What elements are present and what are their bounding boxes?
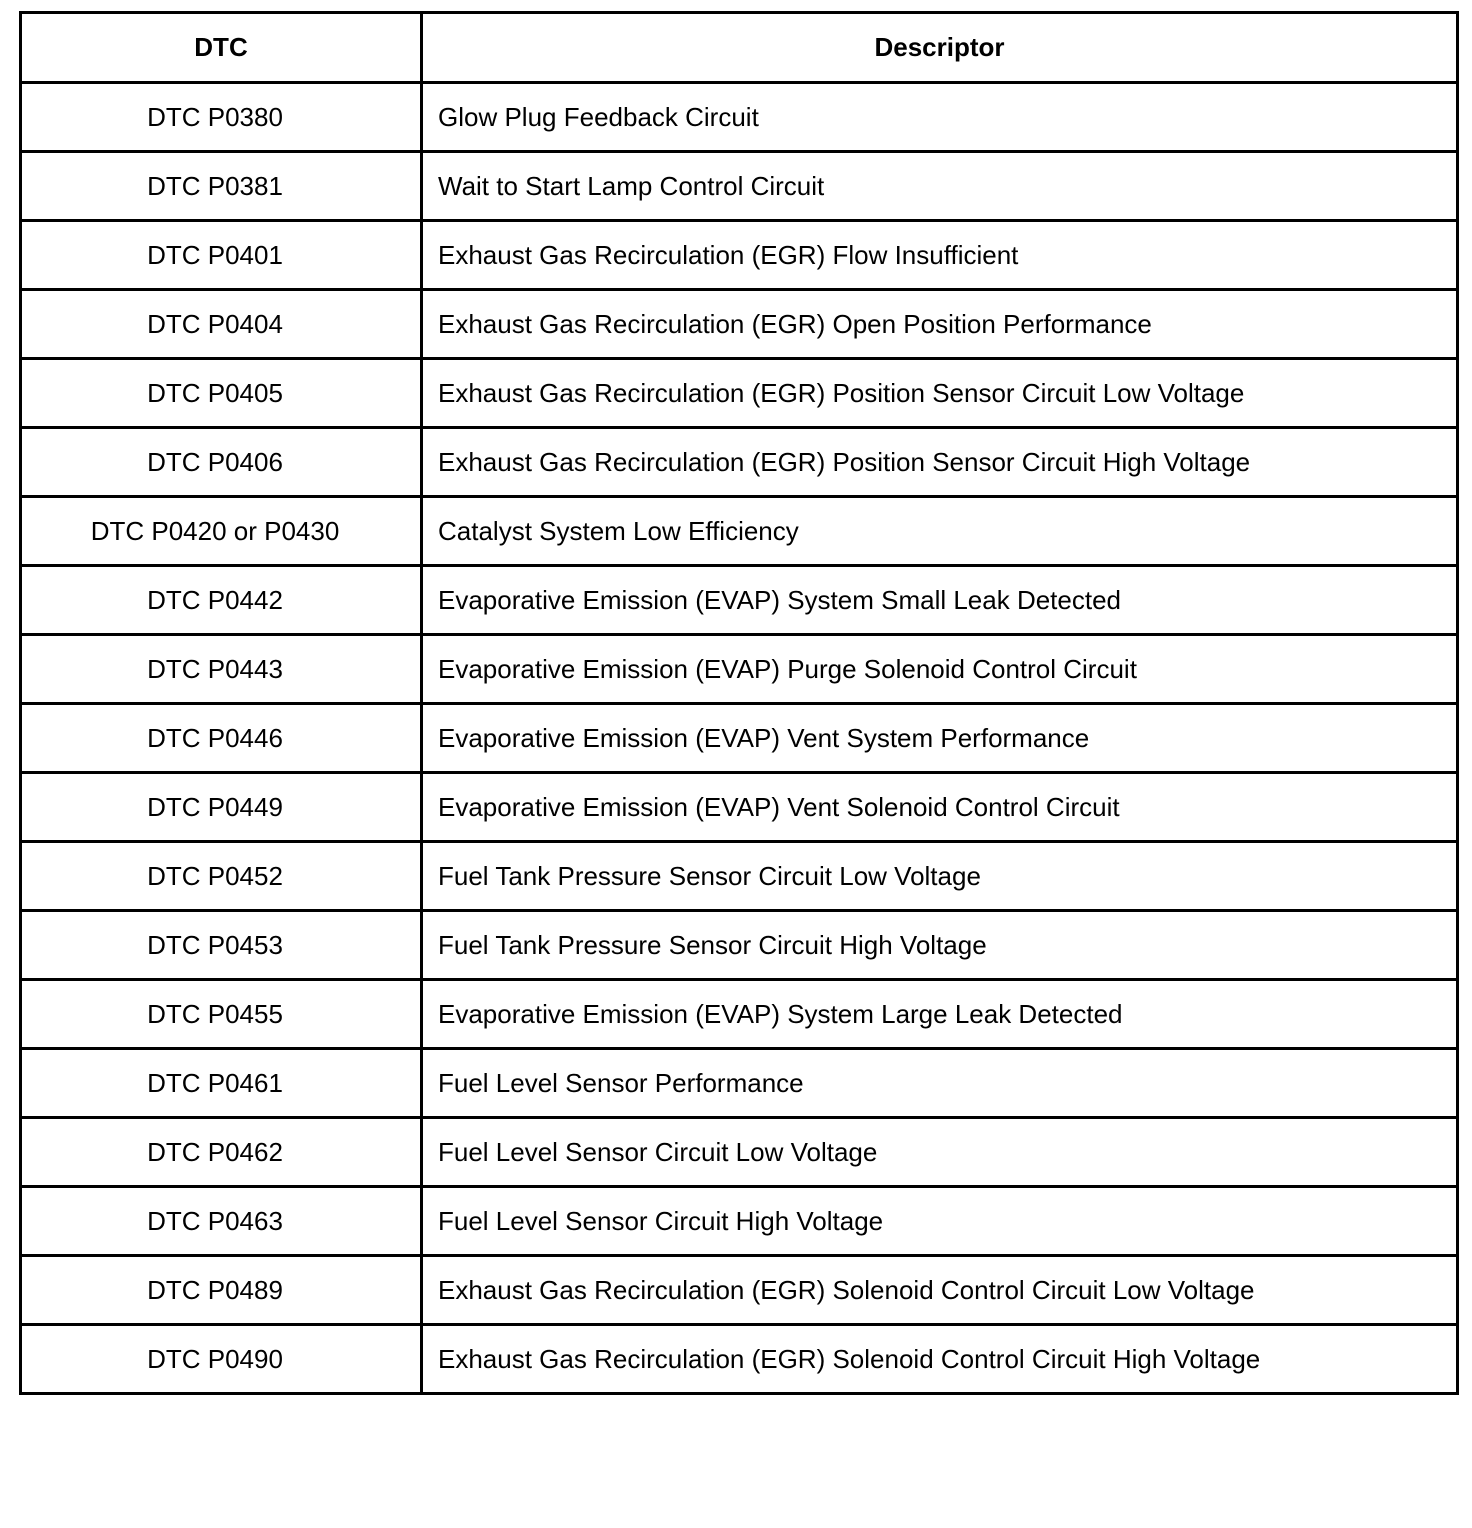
descriptor-cell: Exhaust Gas Recirculation (EGR) Flow Insufficient [422, 221, 1458, 290]
dtc-code-cell: DTC P0453 [21, 911, 422, 980]
descriptor-cell: Fuel Level Sensor Performance [422, 1049, 1458, 1118]
table-row [21, 704, 1458, 773]
table-row [21, 152, 1458, 221]
dtc-code-cell: DTC P0455 [21, 980, 422, 1049]
dtc-code-cell: DTC P0452 [21, 842, 422, 911]
dtc-code-cell: DTC P0381 [21, 152, 422, 221]
table-row [21, 842, 1458, 911]
descriptor-cell: Evaporative Emission (EVAP) Vent System Performance [422, 704, 1458, 773]
table-row [21, 980, 1458, 1049]
descriptor-cell: Exhaust Gas Recirculation (EGR) Position Sensor Circuit High Voltage [422, 428, 1458, 497]
dtc-code-cell: DTC P0380 [21, 83, 422, 152]
table-row [21, 911, 1458, 980]
descriptor-cell: Glow Plug Feedback Circuit [422, 83, 1458, 152]
table-row [21, 773, 1458, 842]
descriptor-cell: Fuel Tank Pressure Sensor Circuit High Voltage [422, 911, 1458, 980]
descriptor-cell: Exhaust Gas Recirculation (EGR) Open Position Performance [422, 290, 1458, 359]
dtc-code-cell: DTC P0490 [21, 1325, 422, 1394]
header-dtc: DTC [21, 13, 422, 83]
dtc-code-cell: DTC P0461 [21, 1049, 422, 1118]
dtc-code-cell: DTC P0489 [21, 1256, 422, 1325]
table-header [21, 13, 1458, 83]
table-row [21, 428, 1458, 497]
dtc-code-cell: DTC P0449 [21, 773, 422, 842]
descriptor-cell: Evaporative Emission (EVAP) Purge Solenoid Control Circuit [422, 635, 1458, 704]
table-row [21, 359, 1458, 428]
dtc-code-cell: DTC P0406 [21, 428, 422, 497]
table-row [21, 1325, 1458, 1394]
header-descriptor: Descriptor [422, 13, 1458, 83]
descriptor-cell: Evaporative Emission (EVAP) Vent Solenoid Control Circuit [422, 773, 1458, 842]
table-row [21, 221, 1458, 290]
table-row [21, 1187, 1458, 1256]
dtc-code-cell: DTC P0401 [21, 221, 422, 290]
table-row [21, 1118, 1458, 1187]
table-row [21, 83, 1458, 152]
table-row [21, 566, 1458, 635]
descriptor-cell: Evaporative Emission (EVAP) System Large Leak Detected [422, 980, 1458, 1049]
dtc-code-cell: DTC P0420 or P0430 [21, 497, 422, 566]
table-row [21, 1049, 1458, 1118]
table-row [21, 290, 1458, 359]
dtc-code-cell: DTC P0405 [21, 359, 422, 428]
dtc-code-cell: DTC P0443 [21, 635, 422, 704]
header-row [21, 13, 1458, 83]
dtc-descriptor-table [19, 11, 1459, 1395]
descriptor-cell: Exhaust Gas Recirculation (EGR) Solenoid Control Circuit High Voltage [422, 1325, 1458, 1394]
dtc-code-cell: DTC P0404 [21, 290, 422, 359]
descriptor-cell: Exhaust Gas Recirculation (EGR) Solenoid Control Circuit Low Voltage [422, 1256, 1458, 1325]
table-row [21, 635, 1458, 704]
dtc-code-cell: DTC P0442 [21, 566, 422, 635]
table-body [21, 83, 1458, 1394]
table-row [21, 1256, 1458, 1325]
descriptor-cell: Exhaust Gas Recirculation (EGR) Position Sensor Circuit Low Voltage [422, 359, 1458, 428]
descriptor-cell: Catalyst System Low Efficiency [422, 497, 1458, 566]
dtc-code-cell: DTC P0463 [21, 1187, 422, 1256]
descriptor-cell: Evaporative Emission (EVAP) System Small Leak Detected [422, 566, 1458, 635]
descriptor-cell: Wait to Start Lamp Control Circuit [422, 152, 1458, 221]
dtc-code-cell: DTC P0446 [21, 704, 422, 773]
dtc-code-cell: DTC P0462 [21, 1118, 422, 1187]
table-row [21, 497, 1458, 566]
descriptor-cell: Fuel Level Sensor Circuit Low Voltage [422, 1118, 1458, 1187]
descriptor-cell: Fuel Level Sensor Circuit High Voltage [422, 1187, 1458, 1256]
descriptor-cell: Fuel Tank Pressure Sensor Circuit Low Voltage [422, 842, 1458, 911]
